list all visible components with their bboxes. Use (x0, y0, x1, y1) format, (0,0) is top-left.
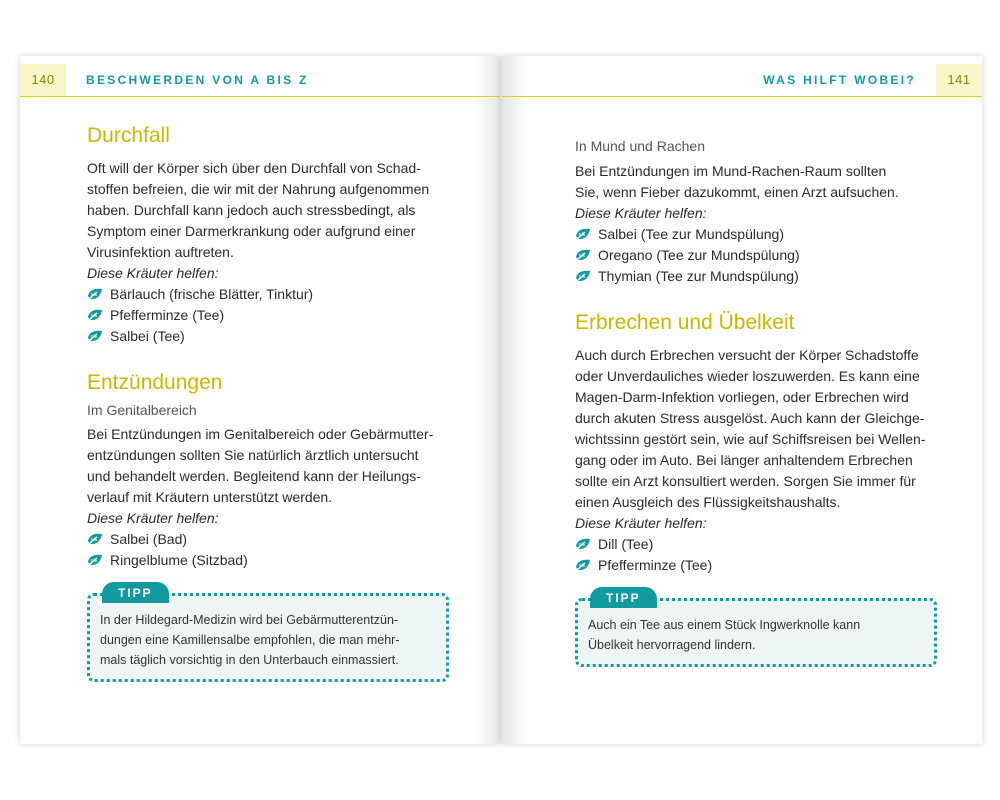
text-line: Sie, wenn Fieber dazukommt, einen Arzt aufsuchen. (575, 184, 899, 200)
chapter-title: BESCHWERDEN VON A BIS Z (86, 73, 309, 87)
text-line: einen Ausgleich des Flüssigkeitshaushalts. (575, 494, 841, 510)
right-page (502, 56, 982, 744)
page-number: 141 (936, 64, 982, 96)
text-line: dungen eine Kamillensalbe empfohlen, die man mehr- (100, 633, 400, 647)
herb-name: Pfefferminze (Tee) (598, 557, 713, 573)
page-number: 140 (20, 64, 66, 96)
list-item (87, 550, 449, 571)
herb-list (87, 529, 449, 571)
gutter-shadow (502, 56, 528, 744)
herb-name: Pfefferminze (Tee) (110, 307, 225, 323)
leaf-icon (87, 287, 103, 302)
body-text (575, 161, 937, 203)
text-line: und behandelt werden. Begleitend kann der Heilungs- (87, 468, 421, 484)
tip-label: TIPP (102, 582, 169, 603)
text-line: Oft will der Körper sich über den Durchfall von Schad- (87, 160, 421, 176)
leaf-icon (87, 329, 103, 344)
text-line: sollte ein Arzt konsultiert werden. Sorgen Sie immer für (575, 473, 916, 489)
herb-name: Salbei (Bad) (110, 531, 188, 547)
text-line: verlauf mit Kräutern unterstützt werden. (87, 489, 333, 505)
section-heading: Entzündungen (87, 371, 223, 394)
text-line: Bei Entzündungen im Mund-Rachen-Raum sollten (575, 163, 887, 179)
leaf-icon (575, 558, 591, 573)
list-item (87, 305, 449, 326)
herb-name: Salbei (Tee) (110, 328, 185, 344)
text-line: Bei Entzündungen im Genitalbereich oder Gebärmutter- (87, 426, 434, 442)
tip-box (87, 586, 449, 682)
list-item (87, 284, 449, 305)
tip-text (100, 610, 436, 670)
left-page (20, 56, 500, 744)
leaf-icon (575, 537, 591, 552)
leaf-icon (575, 269, 591, 284)
herb-name: Bärlauch (frische Blätter, Tinktur) (110, 286, 314, 302)
section-subheading: In Mund und Rachen (575, 138, 705, 154)
helpers-label: Diese Kräuter helfen: (575, 515, 707, 531)
text-line: mals täglich vorsichtig in den Unterbauch einmassiert. (100, 653, 399, 667)
tip-text (588, 615, 924, 655)
leaf-icon (575, 227, 591, 242)
text-line: Virusinfektion auftreten. (87, 244, 234, 260)
page-header (20, 64, 500, 97)
herb-name: Thymian (Tee zur Mundspülung) (598, 268, 799, 284)
herb-name: Salbei (Tee zur Mundspülung) (598, 226, 784, 242)
text-line: oder Unverdauliches wieder loszuwerden. Es kann eine (575, 368, 920, 384)
section-heading: Erbrechen und Übelkeit (575, 311, 795, 334)
list-item (575, 534, 937, 555)
list-item (575, 224, 937, 245)
text-line: Magen-Darm-Infektion vorliegen, oder Erbrechen wird (575, 389, 909, 405)
page-content (87, 122, 449, 682)
helpers-label: Diese Kräuter helfen: (87, 510, 219, 526)
text-line: In der Hildegard-Medizin wird bei Gebärmutterentzün- (100, 613, 399, 627)
body-text (87, 424, 449, 508)
leaf-icon (87, 308, 103, 323)
body-text (575, 345, 937, 513)
herb-list (575, 534, 937, 576)
leaf-icon (87, 532, 103, 547)
text-line: Symptom einer Darmerkrankung oder aufgrund einer (87, 223, 416, 239)
herb-list (575, 224, 937, 287)
gutter-shadow (474, 56, 500, 744)
leaf-icon (87, 553, 103, 568)
text-line: Auch durch Erbrechen versucht der Körper Schadstoffe (575, 347, 919, 363)
list-item (575, 555, 937, 576)
chapter-title: WAS HILFT WOBEI? (763, 73, 916, 87)
tip-label: TIPP (590, 587, 657, 608)
herb-name: Oregano (Tee zur Mundspülung) (598, 247, 800, 263)
list-item (575, 245, 937, 266)
tip-box (575, 591, 937, 667)
body-text (87, 158, 449, 263)
leaf-icon (575, 248, 591, 263)
text-line: haben. Durchfall kann jedoch auch stressbedingt, als (87, 202, 416, 218)
page-header (502, 64, 982, 97)
list-item (575, 266, 937, 287)
section-heading: Durchfall (87, 124, 170, 147)
text-line: wichtssinn gestört sein, wie auf Schiffsreisen bei Wellen- (575, 431, 926, 447)
page-content (575, 136, 937, 667)
section-subheading: Im Genitalbereich (87, 402, 197, 418)
text-line: Übelkeit hervorragend lindern. (588, 638, 756, 652)
list-item (87, 326, 449, 347)
helpers-label: Diese Kräuter helfen: (575, 205, 707, 221)
list-item (87, 529, 449, 550)
herb-name: Ringelblume (Sitzbad) (110, 552, 248, 568)
text-line: Auch ein Tee aus einem Stück Ingwerknolle kann (588, 618, 861, 632)
text-line: gang oder im Auto. Bei länger anhaltendem Erbrechen (575, 452, 913, 468)
text-line: stoffen befreien, die wir mit der Nahrung aufgenommen (87, 181, 430, 197)
helpers-label: Diese Kräuter helfen: (87, 265, 219, 281)
herb-name: Dill (Tee) (598, 536, 654, 552)
text-line: entzündungen sollten Sie natürlich ärztlich untersucht (87, 447, 419, 463)
text-line: durch akuten Stress ausgelöst. Auch kann der Gleichge- (575, 410, 925, 426)
book-spread (20, 56, 982, 744)
herb-list (87, 284, 449, 347)
